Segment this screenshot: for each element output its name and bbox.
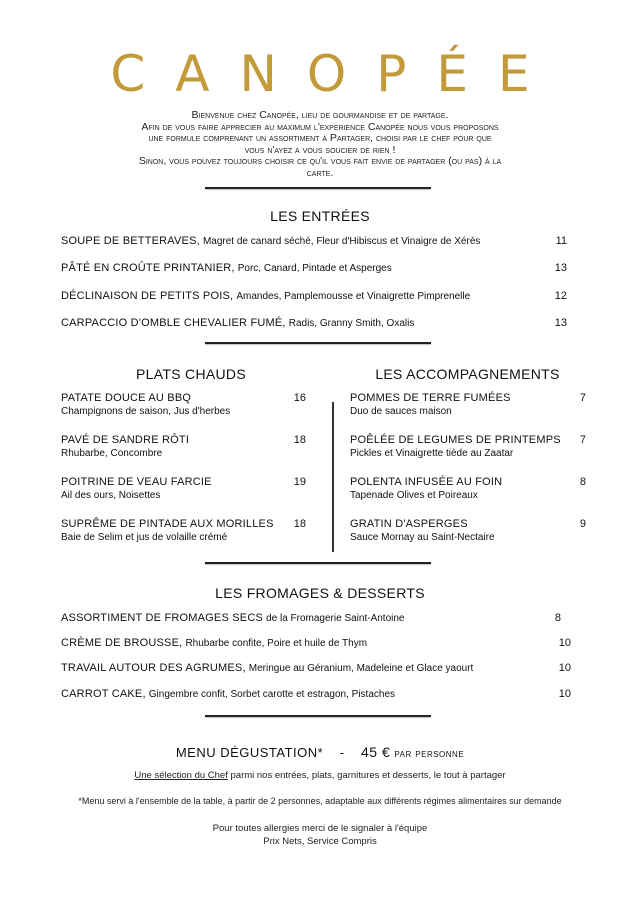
item-price: 18 <box>293 434 306 446</box>
item-price: 11 <box>555 235 567 247</box>
menu-item <box>61 662 575 675</box>
tasting-menu-price: 45 € <box>360 744 391 760</box>
item-name: SUPRÊME DE PINTADE AUX MORILLES <box>61 518 274 530</box>
item-name: POMMES DE TERRE FUMÉES <box>350 392 511 404</box>
tasting-menu-note: *Menu servi à l'ensemble de la table, à partir de 2 personnes, adaptable aux différents régimes alimentaires sur demande <box>78 796 562 806</box>
item-desc: Duo de sauces maison <box>350 406 452 417</box>
brand-logo: CANOPÉE <box>110 45 560 103</box>
item-desc: Porc, Canard, Pintade et Asperges <box>237 263 392 274</box>
item-desc: Magret de canard séché, Fleur d'Hibiscus et Vinaigre de Xérès <box>202 236 481 247</box>
menu-item <box>61 317 571 330</box>
intro-line: vous n'ayez a vous soucier de rien ! <box>244 143 396 156</box>
item-desc: Rhubarbe confite, Poire et huile de Thym <box>185 638 368 649</box>
item-name: GRATIN D'ASPERGES <box>350 518 468 530</box>
item-price: 13 <box>554 317 567 329</box>
divider <box>205 715 431 717</box>
item-price: 10 <box>558 688 571 700</box>
item-name: POÊLÉE DE LEGUMES DE PRINTEMPS <box>350 434 561 446</box>
tasting-menu-subtitle-rest: parmi nos entrées, plats, garnitures et desserts, le tout à partager <box>230 770 506 781</box>
item-name: PATATE DOUCE AU BBQ <box>61 392 192 404</box>
item-desc: Tapenade Olives et Poireaux <box>350 490 478 501</box>
menu-item <box>61 612 575 625</box>
section-title-plats: PLATS CHAUDS <box>136 366 246 382</box>
menu-item <box>61 518 311 545</box>
menu-item <box>350 392 586 419</box>
item-desc: Ail des ours, Noisettes <box>61 490 161 501</box>
menu-item <box>350 476 586 503</box>
item-name: CARPACCIO D'OMBLE CHEVALIER FUMÉ, <box>61 317 286 329</box>
item-name: SOUPE DE BETTERAVES, <box>61 235 200 247</box>
tasting-menu-per: par personne <box>394 748 465 760</box>
menu-item <box>61 262 571 275</box>
section-title-accompagnements: LES ACCOMPAGNEMENTS <box>375 366 560 382</box>
tasting-menu-title <box>0 744 640 760</box>
divider <box>205 562 431 564</box>
item-name: CARROT CAKE, <box>61 688 146 700</box>
item-price: 8 <box>579 476 586 488</box>
intro-line: Afin de vous faire apprecier au maximum l'experience Canopée nous vous proposons <box>141 120 499 133</box>
chef-selection: Une sélection du Chef <box>134 770 228 781</box>
item-desc: Gingembre confit, Sorbet carotte et estragon, Pistaches <box>148 689 396 700</box>
item-price: 10 <box>558 637 571 649</box>
item-desc: Amandes, Pamplemousse et Vinaigrette Pimprenelle <box>236 291 471 302</box>
menu-item <box>61 392 311 419</box>
item-desc: de la Fromagerie Saint-Antoine <box>266 613 405 624</box>
divider <box>205 342 431 344</box>
tasting-menu-separator: - <box>339 745 345 760</box>
item-name: TRAVAIL AUTOUR DES AGRUMES, <box>61 662 246 674</box>
item-name: POLENTA INFUSÉE AU FOIN <box>350 476 503 488</box>
menu-item <box>61 688 575 701</box>
intro-line: une formule comprenant un assortiment à Partager, choisi par le chef pour que <box>148 132 492 144</box>
item-price: 9 <box>579 518 586 530</box>
item-price: 10 <box>558 662 571 674</box>
item-price: 8 <box>554 612 561 624</box>
item-desc: Radis, Granny Smith, Oxalis <box>288 318 415 329</box>
intro-line: Bienvenue chez Canopée, lieu de gourmandise et de partage. <box>191 109 449 121</box>
item-price: 12 <box>554 290 567 302</box>
tasting-menu-name: MENU DÉGUSTATION* <box>175 745 324 760</box>
menu-item <box>61 235 571 248</box>
item-name: POITRINE DE VEAU FARCIE <box>61 476 212 488</box>
section-title-fromages-desserts: LES FROMAGES & DESSERTS <box>215 585 425 601</box>
item-price: 18 <box>293 518 306 530</box>
intro-line: Sinon, vous pouvez toujours choisir ce qu'il vous fait envie de partager (ou pas) à la <box>138 155 502 167</box>
menu-item <box>61 476 311 503</box>
item-price: 7 <box>579 434 586 446</box>
item-name: PAVÉ DE SANDRE RÔTI <box>61 434 190 446</box>
item-name: CRÈME DE BROUSSE, <box>61 637 183 649</box>
menu-item <box>61 637 575 650</box>
item-price: 16 <box>293 392 306 404</box>
item-price: 19 <box>293 476 306 488</box>
menu-item <box>61 434 311 461</box>
price-note: Prix Nets, Service Compris <box>263 836 377 847</box>
divider <box>205 187 431 189</box>
section-title-entrees: LES ENTRÉES <box>270 208 370 224</box>
item-name: DÉCLINAISON DE PETITS POIS, <box>61 290 234 302</box>
item-desc: Baie de Selim et jus de volaille crémé <box>61 532 228 543</box>
tasting-menu-subtitle <box>0 770 640 781</box>
intro-line: carte. <box>306 166 334 179</box>
item-desc: Pickles et Vinaigrette tiède au Zaatar <box>350 448 514 459</box>
menu-item <box>350 434 586 461</box>
item-desc: Champignons de saison, Jus d'herbes <box>61 406 231 417</box>
menu-item <box>61 290 571 303</box>
allergy-note: Pour toutes allergies merci de le signaler à l'équipe <box>212 823 428 834</box>
item-price: 13 <box>554 262 567 274</box>
menu-item <box>350 518 586 545</box>
column-divider <box>332 402 334 552</box>
intro-text <box>70 110 570 179</box>
item-desc: Meringue au Géranium, Madeleine et Glace yaourt <box>248 663 474 674</box>
item-price: 7 <box>579 392 586 404</box>
item-desc: Sauce Mornay au Saint-Nectaire <box>350 532 495 543</box>
item-name: PÂTÉ EN CROÛTE PRINTANIER, <box>61 262 235 274</box>
item-name: ASSORTIMENT DE FROMAGES SECS <box>61 612 264 624</box>
item-desc: Rhubarbe, Concombre <box>61 448 163 459</box>
